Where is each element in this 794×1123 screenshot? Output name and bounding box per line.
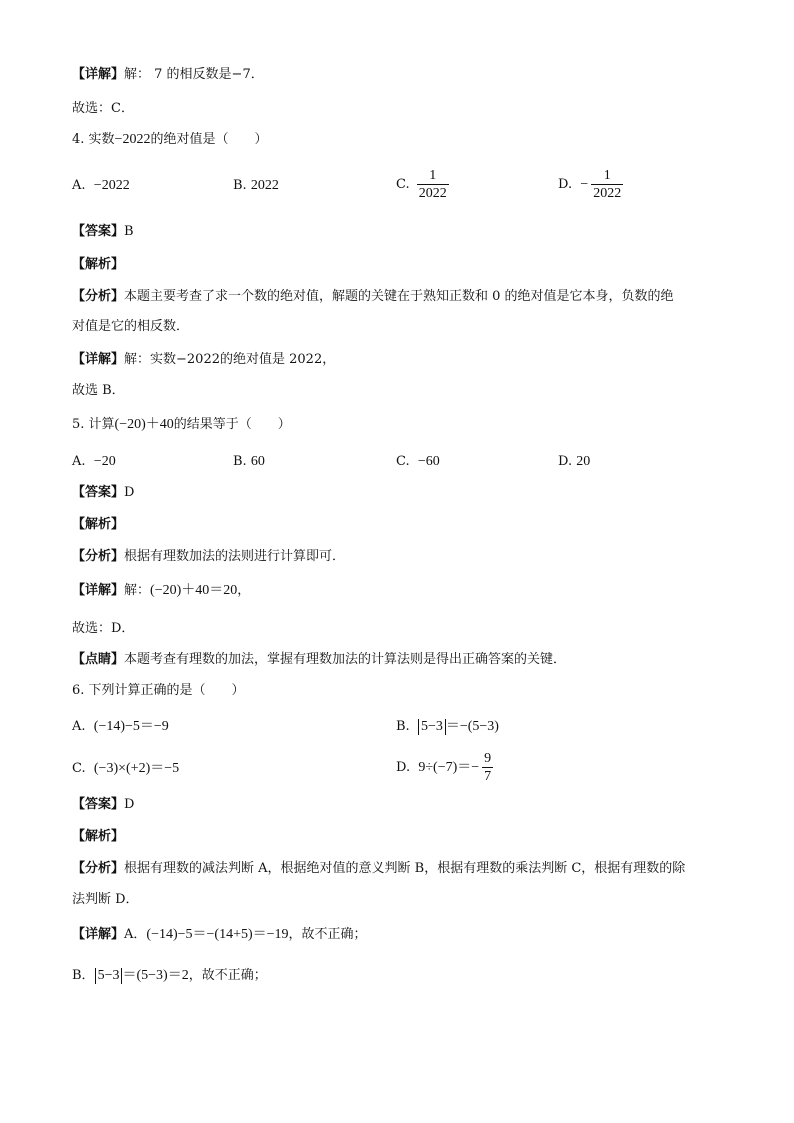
choice-text: 故选：C．: [72, 101, 134, 116]
fenxi-tag: 【分析】: [72, 289, 125, 304]
q4-option-c: [396, 167, 452, 202]
question-6-stem: [72, 682, 245, 700]
option-value: (−14)−5＝−9: [93, 719, 169, 734]
detail-label: B．: [72, 968, 95, 983]
q4-option-a: [72, 177, 130, 195]
q5-option-d: [558, 453, 590, 471]
question-4-stem: [72, 131, 267, 149]
detail-text-end: ，: [237, 583, 251, 598]
numerator: 1: [417, 167, 449, 185]
denominator: 2022: [593, 186, 622, 201]
q5-stem-math: (−20)＋40: [114, 417, 174, 432]
answer-tag: 【答案】: [72, 485, 125, 500]
detail-math: ＝(5−3)＝2: [122, 968, 189, 983]
fraction: [417, 167, 449, 202]
q5-option-a: [72, 453, 116, 471]
q4-fenxi-line1: [72, 288, 674, 306]
option-label: A.: [72, 454, 86, 469]
option-label: B.: [233, 454, 247, 469]
detail-math: (−20)＋40＝20: [150, 583, 238, 598]
detail-tag: 【详解】: [72, 583, 125, 598]
option-label: A.: [72, 178, 86, 193]
option-value: 9÷(−7)＝−: [418, 760, 480, 775]
detail-text: ，故不正确；: [188, 968, 267, 983]
choice-line-q3: [72, 100, 134, 118]
numerator: 9: [484, 751, 492, 766]
q6-option-d: [396, 750, 496, 785]
option-value: 60: [250, 454, 265, 469]
q6-fenxi-line2: [72, 891, 139, 909]
q4-stem-prefix: 4. 实数: [72, 132, 115, 147]
q6-option-c: [72, 760, 179, 778]
option-label: A.: [72, 719, 86, 734]
detail-text: 解： 7 的相反数是−7．: [124, 67, 264, 82]
detail-math: (−14)−5＝−(14+5)＝−19: [146, 927, 289, 942]
fraction: [591, 167, 623, 202]
fenxi-tag: 【分析】: [72, 549, 125, 564]
option-value: −60: [417, 454, 440, 469]
q4-choice: [72, 382, 125, 400]
q5-stem-suffix: 的结果等于（ ）: [173, 417, 291, 432]
option-value: 20: [576, 454, 591, 469]
q4-option-b: [233, 177, 279, 195]
detail-tag: 【详解】: [72, 352, 125, 367]
q5-option-c: [396, 453, 440, 471]
q6-detail-a: [72, 926, 367, 944]
option-value: (−3)×(+2)＝−5: [93, 761, 180, 776]
option-label: B.: [396, 719, 410, 734]
absolute-value: 5−3: [95, 968, 123, 984]
answer-tag: 【答案】: [72, 224, 125, 239]
absolute-value: 5−3: [418, 719, 446, 735]
fenxi-text: 对值是它的相反数．: [72, 319, 190, 334]
choice-text: 故选：D．: [72, 621, 135, 636]
q5-answer: [72, 484, 134, 502]
option-value: −20: [93, 454, 116, 469]
analysis-tag: 【解析】: [72, 829, 125, 844]
q5-stem-prefix: 5. 计算: [72, 417, 115, 432]
detail-text: ，故不正确；: [288, 927, 367, 942]
q6-answer: [72, 796, 134, 814]
detail-label: A．: [124, 927, 147, 942]
answer-value: D: [124, 485, 135, 500]
q6-option-a: [72, 718, 169, 736]
q5-option-b: [233, 453, 265, 471]
analysis-tag: 【解析】: [72, 257, 125, 272]
fraction: [482, 750, 493, 785]
q4-fenxi-line2: [72, 318, 189, 336]
q6-fenxi-line1: [72, 860, 685, 878]
q5-choice: [72, 620, 134, 638]
detail-text: 解：实数−2022的绝对值是 2022，: [124, 352, 336, 367]
option-label: B.: [233, 178, 247, 193]
detail-tag: 【详解】: [72, 67, 125, 82]
choice-text: 故选 B．: [72, 383, 125, 398]
detail-text: 解：: [124, 583, 151, 598]
option-label: D.: [558, 454, 573, 469]
answer-tag: 【答案】: [72, 797, 125, 812]
q4-answer: [72, 223, 134, 241]
dianjing-text: 本题考查有理数的加法，掌握有理数加法的计算法则是得出正确答案的关键．: [124, 652, 567, 667]
detail-line-q3: [72, 66, 264, 84]
fenxi-text: 根据有理数的减法判断 A，根据绝对值的意义判断 B，根据有理数的乘法判断 C，根据有理数的除: [124, 861, 686, 876]
q5-dianjing: [72, 651, 566, 669]
denominator: 7: [484, 769, 492, 784]
fenxi-text: 法判断 D．: [72, 892, 139, 907]
dianjing-tag: 【点睛】: [72, 652, 125, 667]
option-value: 2022: [250, 178, 279, 193]
analysis-tag: 【解析】: [72, 517, 125, 532]
q4-detail: [72, 351, 335, 369]
option-value: ＝−(5−3): [445, 719, 499, 734]
q6-stem: 6. 下列计算正确的是（ ）: [72, 683, 245, 698]
q4-stem-math: −2022: [114, 132, 151, 147]
option-label: D.: [396, 760, 411, 775]
question-5-stem: [72, 416, 291, 434]
fenxi-text: 根据有理数加法的法则进行计算即可．: [124, 549, 346, 564]
denominator: 2022: [418, 186, 447, 201]
q4-stem-suffix: 的绝对值是（ ）: [150, 132, 268, 147]
answer-value: D: [124, 797, 135, 812]
fenxi-text: 本题主要考查了求一个数的绝对值，解题的关键在于熟知正数和 0 的绝对值是它本身，负数的绝: [124, 289, 674, 304]
detail-tag: 【详解】: [72, 927, 125, 942]
minus-sign: −: [580, 177, 589, 192]
q5-analysis-heading: [72, 516, 124, 534]
q5-detail: [72, 582, 250, 600]
numerator: 1: [591, 167, 623, 185]
fenxi-tag: 【分析】: [72, 861, 125, 876]
q6-option-b: [396, 718, 499, 736]
q6-detail-b: [72, 967, 267, 985]
q4-option-d: [558, 167, 626, 202]
answer-value: B: [124, 224, 134, 239]
q5-fenxi: [72, 548, 345, 566]
option-label: C.: [396, 177, 410, 192]
option-value: −2022: [93, 178, 130, 193]
option-label: C.: [396, 454, 410, 469]
q6-analysis-heading: [72, 828, 124, 846]
option-label: C.: [72, 761, 86, 776]
option-label: D.: [558, 177, 573, 192]
q4-analysis-heading: [72, 256, 124, 274]
